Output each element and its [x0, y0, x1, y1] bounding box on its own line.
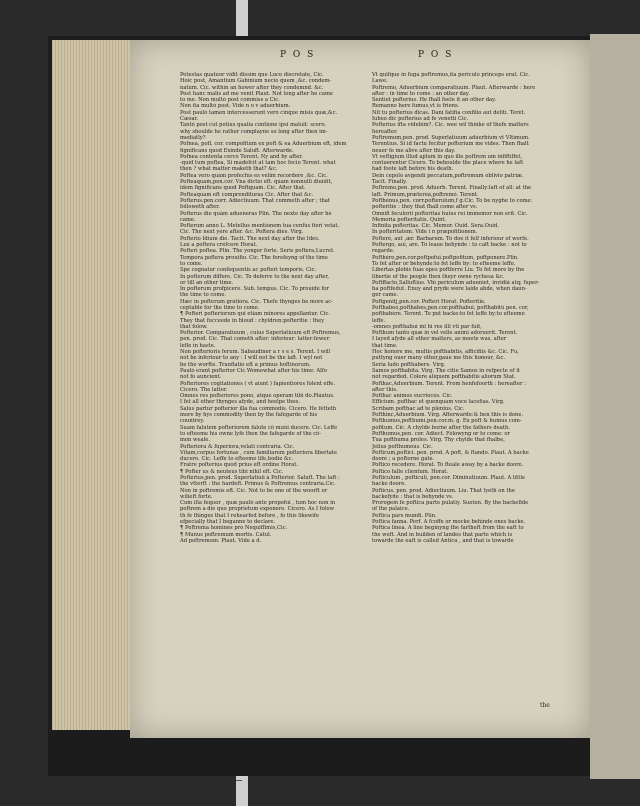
text-line: came.: [180, 216, 196, 223]
text-line: neuer fe me alive after this day.: [372, 147, 456, 154]
text-line: leffe.: [372, 317, 386, 324]
text-line: Remanno here fumus,vt is friens.: [372, 103, 460, 110]
book-page: [130, 40, 590, 738]
text-line: Ad poftremum. Plaut. Vide a d.: [180, 537, 262, 544]
text-line: Vt quifque in fuga poftremus,ita periculo princeps erat. Cic.: [372, 72, 530, 78]
left-column: [180, 72, 358, 544]
running-head-left: P O S: [280, 50, 316, 60]
text-line: Hæc in pofterum gratiora. Cic. Thefe thynges be more ac-: [180, 298, 333, 305]
text-line: not be inferiour to any : I will not be the laft. I wyl not: [180, 355, 323, 362]
text-line: Pofthumus,pofthumi.pen.cor.m. g. Ex poft & humus com-: [372, 418, 522, 425]
text-line: more by hys commodity then by the fafegarde of his: [180, 412, 318, 419]
text-line: Poftico recedere. Horat. To fteale away by a backe doore.: [372, 462, 524, 469]
text-line: Pofticum,poftici. pen. prod. A poft, & ftando. Plaut. A backe: [372, 449, 529, 456]
text-line: to efteeme his owne lyfe then the fafegarde of the cõ-: [180, 430, 322, 437]
text-line: Nit tu pofterius dicas. Dani fatifia confilio aut deliti. Terét.: [372, 109, 526, 116]
text-line: Tua pofthuma proles. Virg. Thy chylde that fhalbe,: [372, 437, 505, 444]
text-line: towarde the eaft is called Antica , and that is towarde: [372, 537, 514, 544]
text-line: mediatly?: [180, 134, 206, 141]
text-line: Pofterius,pen. prod. Superlatiuii à Pofterior. Saluft. The laft :: [180, 475, 340, 481]
text-line: that time.: [372, 342, 398, 349]
text-line: to me. Non multò post commiss a Cic.: [180, 97, 280, 104]
text-line: Sentiet pofterius. He fhall feele it an other day.: [372, 97, 496, 104]
page-block-edge: [52, 40, 132, 730]
text-line: pofitum. Cic. A chylde borne after the fathers death.: [372, 424, 510, 431]
running-head-right: P O S: [418, 50, 454, 60]
text-line: Pofnea contenta cerco Terent. Ny and by after.: [180, 153, 303, 160]
text-line: not fo auncient.: [180, 374, 222, 381]
text-line: idem fignificans quod Poftquam. Cic. After that.: [180, 185, 306, 192]
text-line: Efficium. pofthac et quenquam voce lacefias. Virg.: [372, 399, 505, 406]
text-line: Seria ludo pofthabere. Virg.: [372, 361, 446, 368]
text-line: Scribam pofthac ad te plenius. Cic.: [372, 405, 465, 412]
text-line: regarde.: [372, 248, 395, 255]
text-line: Pofteriora & fuperiora,velati contraria. Cic.: [180, 443, 295, 450]
text-line: Poftremo, Aduerbium comparatiuum. Plaut. Afterwarde : here: [372, 84, 536, 91]
text-line: Cæsar.: [180, 116, 199, 123]
text-line: Poftica linea. A line beginyng the fartheft from the eaft to: [372, 525, 524, 532]
text-line: Prorogem fe poftica parte pulatiy. Sueton. By the backefide: [372, 500, 529, 507]
text-line: contuerentur Cicero. To behoulde the place where he laft: [372, 160, 524, 167]
text-line: Pofteri poftea. Plin. The yonger forte. Seris poftera,Lucret.: [180, 248, 335, 255]
text-line: pen. prod. Cic. That cometh after: inferiour: latter:fewer:: [180, 336, 331, 343]
text-line: Pofthénus,pen. corr.pofterulum,f g.Cic. To be nyghe to come:: [372, 197, 533, 204]
text-line: Tempora poftera prouifio. Cic. The forefeyng of the time: [180, 254, 328, 261]
text-line: followeth after.: [180, 204, 220, 211]
text-line: Tacit. Finally.: [372, 179, 407, 186]
text-line: Poftffacto,Salluftius. Vbi periculum adueniet, invidiã atq; fuper-: [372, 279, 540, 286]
text-line: to come.: [180, 260, 203, 267]
text-line: Pofthum tanto quæ in vel velle animi adoruerit. Terent.: [372, 330, 518, 337]
text-line: of the palaice.: [372, 506, 410, 513]
text-line: Cum illa fequor , quæ paulò ante propofui , tum hoc non in: [180, 500, 336, 507]
text-line: the vtterft : the hardeft. Primus & Poftremus contraria.Cic.: [180, 481, 336, 488]
text-line: Pofthac,Aduerbium. Terent. From henfefoorth : hereafter :: [372, 380, 526, 387]
text-line: the time to come.: [180, 292, 227, 299]
text-line: efpecially that I beganne to declare.: [180, 519, 276, 526]
text-line: -omnes pofthabui mi hi res illi vti par fuit,: [372, 323, 482, 330]
text-line: Lux a poftera crefcere Horat.: [180, 242, 258, 249]
text-line: Hoc honore me, multis pofthabitis, afficifiis &c. Cic. Fu,: [372, 349, 519, 356]
text-line: Pofthabeo,pofthabes,pen.cor.pofthabui, pofthabitũ pen. cor,: [372, 304, 529, 311]
text-line: Pofterus die quàm adueneras Plin. The nexte day after he: [180, 210, 332, 217]
text-line: wilieft forte.: [180, 493, 213, 500]
text-line: Pofterum anno L. Metellus mentionem tua cenfus fieri vetat.: [180, 223, 340, 230]
text-line: Pofterior. Comparatiuum , cuius Superlatiuum eft Poftremus,: [180, 330, 341, 337]
text-line: pofthabère. Terent. To put backe:to fet leffe by:to efteeme: [372, 311, 525, 318]
text-line: They that fucceede in bloud : chyldren:pofteritie : they: [180, 317, 325, 324]
text-line: ¶ Pofter us & neuteus tibi nihil eft. Cic.: [180, 468, 284, 475]
text-line: or till an other time.: [180, 279, 234, 286]
text-line: Pofthumus,pen. cor. Adiect. Folowyng or to come: or: [372, 430, 511, 437]
text-line: Iubeo dic pofterius ad fe venetti Cic.: [372, 116, 469, 123]
text-line: Jelius pofthumous. Cic.: [372, 443, 433, 450]
text-line: Samos pofthabita. Virg. The citie Samos in refpecte of it: [372, 367, 520, 374]
text-line: hereafter.: [372, 128, 398, 135]
text-line: Poftremum,pen. prod. Superlatiuum aduerbium vt Vltimum.: [372, 134, 530, 141]
text-line: natum. Cic. within an hower after they condemnd. &c.: [180, 84, 324, 91]
text-line: Poftica pars mundi. Plin.: [372, 512, 437, 519]
text-line: Fratre pofterius quod prius eft ordine Horat.: [180, 462, 298, 469]
text-line: ba poftfedut. Enuy and pryde were laide abde, when daun-: [372, 286, 527, 293]
text-line: Infinita pofteritas. Cic. Memor. Ouid. Sera.Ouid.: [372, 223, 499, 230]
text-line: Pofthèro,pen.cor.poftpofui.poftpofitum, poftponere.Plin.: [372, 254, 519, 261]
text-line: Post hanc malis ad me venit Plaut. Not long after he came: [180, 90, 334, 97]
text-line: after : in time to come : an other day.: [372, 90, 470, 97]
text-line: Pofteaquam,pen.cor. Vna dictio eft. quam nonnulli diuidit,: [180, 179, 333, 186]
text-line: ¶ Poftrema homines pro Nequiffimis,Cic.: [180, 525, 288, 532]
text-line: Pofterius ifta videbim?. Cic. wee wil thinke of thefe matters: [372, 122, 529, 129]
text-line: puttyng ouer many other,gaue me this honour, &c.: [372, 355, 505, 362]
text-line: ducere. Cic. Leffe to efteeme life,bodie &c.: [180, 456, 294, 463]
text-line: ger came.: [372, 292, 399, 299]
text-line: Potestas quatuor vidit dissim que Luce discretate, Cic.: [180, 72, 324, 78]
text-line: Suam falutem pofteriorem falute cõ muni ducere. Cic. Leffe: [180, 424, 338, 431]
facing-page: [590, 34, 640, 779]
text-line: I layed afyde all other matters, as meete was, after: [372, 336, 507, 343]
text-line: Poftica fanna. Perf. A fcoffe or mocke behinde ones backe.: [372, 519, 526, 526]
text-line: Tantò post cut potius qualia contione ipsi maluit: scero.: [180, 122, 327, 129]
text-line: Cicero. The latter.: [180, 386, 228, 393]
text-line: Poftico falle clientum. Horat.: [372, 468, 449, 475]
text-line: Vitam,corpus fortunas , cum familiarem pofteriora libertate: [180, 449, 337, 456]
text-line: In pofterum differe. Cic. To deferre to the next day after,: [180, 273, 330, 280]
text-line: Lawe.: [372, 78, 388, 85]
text-line: ¶ Munus poftremum mortis. Catul.: [180, 531, 272, 538]
text-line: To fet after or behynde:to fet leffe by: to efteeme leffe.: [372, 260, 516, 267]
text-line: laft. Primum,prætereà,poftremò. Terent.: [372, 191, 479, 198]
text-line: Pofterus.pen.corr. Adiectiuum. That commeth after ; that: [180, 197, 330, 204]
text-line: Pofticus. pen. prod. Adiectiuum. Liu. That lyeth on the: [372, 487, 515, 494]
text-line: Vt veftigium illud aplum in quo ille poftrem um infiftiffet,: [372, 153, 523, 160]
text-line: ceptable for the time to come.: [180, 304, 260, 311]
text-line: after this.: [372, 386, 398, 393]
text-line: Non ita multò post. Vide n o v aduerbium.: [180, 103, 291, 110]
text-line: Libertas plebis fuas opes poftferre Liu. To fet more by the: [372, 267, 525, 274]
text-line: then ? what matter maketh that? &c.: [180, 166, 278, 173]
text-line: Hoic post, Amantium Gabinium necio quem ,&c. condem-: [180, 78, 332, 85]
text-line: not regarded. Colere aliquem pofthabitis aliorum Stat.: [372, 374, 516, 381]
text-line: fignificans quod Exinde Saluft. Afterwarde.: [180, 147, 294, 154]
text-line: be the worfte. Tranflatio eft à primus hoftinorum.: [180, 361, 311, 368]
text-line: had foote laft before his death.: [372, 166, 454, 173]
text-line: Spe cognatur confequentis ac pofteri temporis. Cic.: [180, 267, 317, 274]
text-line: Pofticulum , pofticuli, pen.cor. Diminutiuum. Plaut. A little: [372, 475, 526, 481]
text-line: Poftgenitj,pen.cor. Pofteri Horat. Pofteritie.: [372, 298, 486, 305]
text-line: lefle in haste.: [180, 342, 216, 349]
text-line: Omnifi feculorii pofteritas huius rei immemor non erit. Cic.: [372, 210, 528, 217]
text-line: Non pofterioris ferum. Sabaudiner a r s e s. Terent. I will: [180, 349, 331, 356]
text-line: ¶ Pofteri pofteriorum qui etiam minores appellantur. Cic.: [180, 311, 331, 318]
text-line: -quid tum poftea, Si madefcit at tam hoc fecio Terent. what: [180, 160, 336, 167]
text-line: poftrem a die quo proprietum exponere. Cicero. As I folow: [180, 506, 335, 513]
text-line: Poftrémo,pen. prod. Aduerb. Terent. Finally:laft of all: at the: [372, 185, 532, 192]
text-line: why shoulde he rather complayne so long after then im-: [180, 128, 328, 135]
text-line: Pofnea, pofl. cor. compofitum ex poft & ea Aduerbium eft, idem: [180, 141, 347, 148]
text-line: Salus partur pofterior illa fua commodis. Cicero. He fetteth: [180, 405, 337, 412]
catchword: the: [540, 702, 550, 709]
text-line: Terentius. Si id factu fecitur pofterium me vides. Then fhalt: [372, 141, 529, 148]
text-line: pofteritie : they that fhall come after vs.: [372, 204, 478, 211]
text-line: the weft. And in builden of landes that parte which is: [372, 531, 513, 538]
text-line: Pofteriores cogitationes ( vt aiunt ) fapientiores folent effe.: [180, 380, 336, 387]
text-line: Paulò erant pofterior Cic.Womewhat after his time: Alfo: [180, 367, 327, 374]
text-line: Poftea vero quàm profecfus es velim recordere ,&c. Cic.: [180, 172, 328, 179]
text-line: Omnes res pofteriores pono, atque operam tibi do.Plautus.: [180, 393, 335, 400]
text-line: th fe thinges that I rehearfed before , fo this likewife: [180, 512, 319, 519]
text-line: In pofteritatem. Vide i n præpofitionem.: [372, 229, 478, 236]
text-line: Poftergo, aui, are. To leaue behynde : to caft backe : not to: [372, 242, 527, 249]
text-line: Post paulò tamen intercesserunt vero cinque misis quæ,&c.: [180, 109, 338, 116]
text-line: Non in poftremis eft. Cic. Not to be one of the woorft or: [180, 487, 328, 494]
text-line: that folow.: [180, 323, 208, 330]
text-line: libertie of the people then theyr owne rychesa &c.: [372, 273, 505, 280]
text-line: doore ; a poftorne gate.: [372, 456, 435, 463]
text-line: Pofthac animos eucrioces. Cic.: [372, 393, 453, 400]
text-line: In pofterum profpicere. Sub. tempus. Cic. To prouide for: [180, 286, 329, 293]
text-line: backe doore.: [372, 481, 406, 488]
text-line: mon weale.: [180, 437, 211, 444]
text-line: Cic. The next yere after. &c. Poftera dies. Virg.: [180, 229, 304, 236]
text-line: Memoria pofteritatis. Quint.: [372, 216, 447, 223]
text-line: backefyde : that is behynde vs.: [372, 493, 454, 500]
text-line: Pofterè, aut ,ær. Barbarum. To doe it felf inferiour of worfe.: [372, 235, 529, 242]
text-line: countrey.: [180, 418, 205, 425]
text-line: I fet all other thynges afyde, and heelpe thee.: [180, 399, 301, 406]
text-line: Pofteaquam eft comprendituras Cic. After that &c.: [180, 191, 314, 198]
text-line: Dein cepolo avgendi peccatum,poftremum oblivio patriæ.: [372, 172, 524, 179]
right-column: [372, 72, 550, 544]
text-line: Pofthinc,Aduerbium. Virg. Afterwarde:& hen this is done.: [372, 412, 524, 419]
text-line: Pofterio Idium die. Tacit. The next day after the Ides.: [180, 235, 320, 242]
